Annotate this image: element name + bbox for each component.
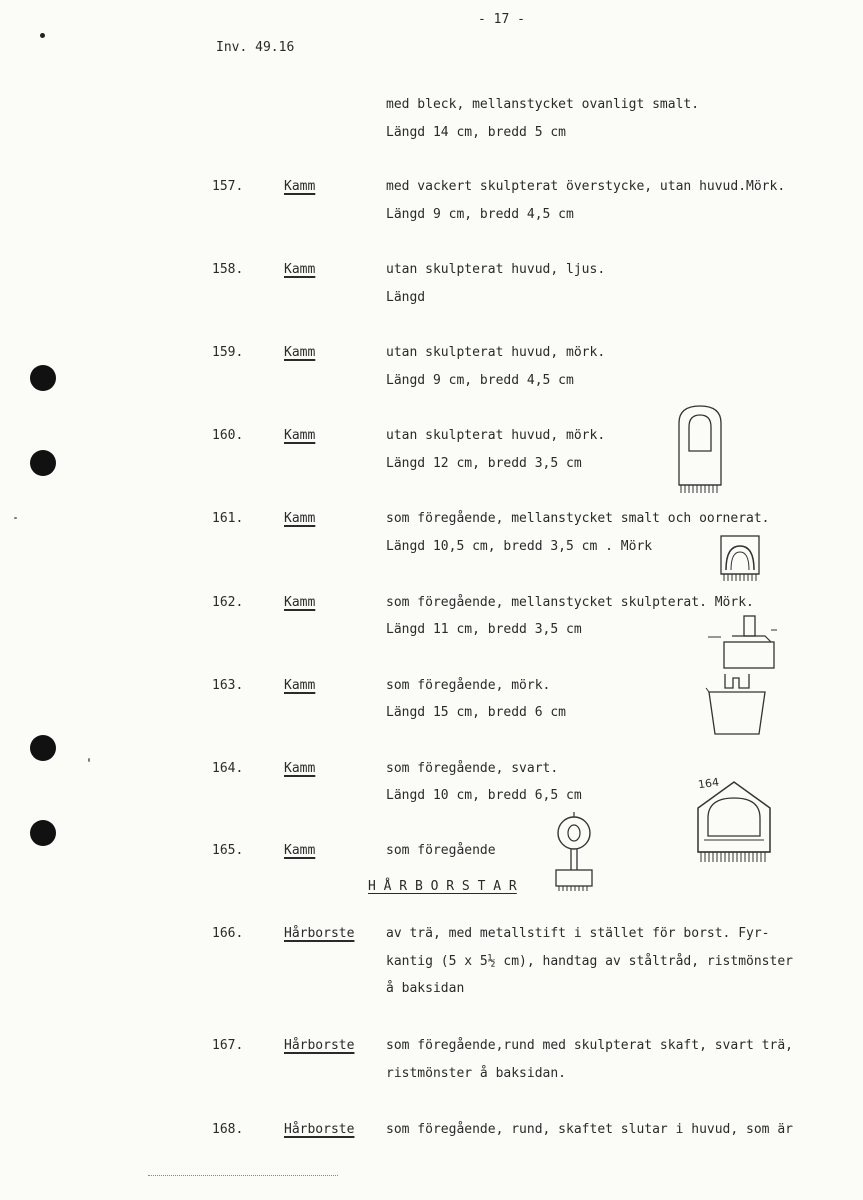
text-line: som föregående, mörk. xyxy=(386,678,551,693)
punch-hole xyxy=(30,450,56,476)
entry-number: 165. xyxy=(212,843,244,858)
entry-number: 163. xyxy=(212,678,244,693)
text-line: Längd xyxy=(386,290,426,305)
entry-keyword: Kamm xyxy=(284,511,316,526)
text-line: Längd 12 cm, bredd 3,5 cm xyxy=(386,456,582,471)
dotted-rule xyxy=(148,1175,338,1176)
entry-number: 162. xyxy=(212,595,244,610)
entry-keyword: Kamm xyxy=(284,428,316,443)
text-line: Längd 14 cm, bredd 5 cm xyxy=(386,125,567,140)
entry-number: 168. xyxy=(212,1122,244,1137)
section-heading: H Å R B O R S T A R xyxy=(368,879,517,894)
entry-keyword: Hårborste xyxy=(284,1038,355,1053)
entry-keyword: Kamm xyxy=(284,678,316,693)
entry-keyword: Kamm xyxy=(284,843,316,858)
text-line: Längd 9 cm, bredd 4,5 cm xyxy=(386,207,574,222)
entry-number: 164. xyxy=(212,761,244,776)
text-line: med bleck, mellanstycket ovanligt smalt. xyxy=(386,97,700,112)
comb-sketch-161 xyxy=(716,532,766,584)
entry-keyword: Kamm xyxy=(284,595,316,610)
text-line: å baksidan xyxy=(386,981,465,996)
text-line: Längd 10 cm, bredd 6,5 cm xyxy=(386,788,582,803)
entry-number: 157. xyxy=(212,179,244,194)
entry-number: 160. xyxy=(212,428,244,443)
text-line: som föregående, rund, skaftet slutar i huvud, som är xyxy=(386,1122,793,1137)
paper-speck xyxy=(88,758,90,762)
text-line: som föregående, mellanstycket skulpterat. Mörk. xyxy=(386,595,754,610)
text-line: som föregående, mellanstycket smalt och oornerat. xyxy=(386,511,770,526)
sketch-label: 164 xyxy=(697,775,720,792)
comb-sketch-160 xyxy=(675,403,725,495)
text-line: Längd 10,5 cm, bredd 3,5 cm . Mörk xyxy=(386,539,653,554)
text-line: kantig (5 x 5½ cm), handtag av ståltråd, ristmönster xyxy=(386,954,793,969)
text-line: Längd 15 cm, bredd 6 cm xyxy=(386,705,567,720)
paper-speck xyxy=(40,33,45,38)
text-line: utan skulpterat huvud, mörk. xyxy=(386,345,606,360)
text-line: som föregående, svart. xyxy=(386,761,559,776)
punch-hole xyxy=(30,735,56,761)
entry-number: 167. xyxy=(212,1038,244,1053)
entry-keyword: Kamm xyxy=(284,179,316,194)
text-line: med vackert skulpterat överstycke, utan huvud.Mörk. xyxy=(386,179,786,194)
entry-number: 166. xyxy=(212,926,244,941)
punch-hole xyxy=(30,365,56,391)
comb-sketch-165 xyxy=(550,808,600,893)
entry-number: 159. xyxy=(212,345,244,360)
entry-keyword: Hårborste xyxy=(284,1122,355,1137)
entry-keyword: Kamm xyxy=(284,345,316,360)
text-line: som föregående,rund med skulpterat skaft, svart trä, xyxy=(386,1038,793,1053)
inventory-number: Inv. 49.16 xyxy=(216,40,295,55)
page-number: - 17 - xyxy=(478,12,525,27)
text-line: utan skulpterat huvud, mörk. xyxy=(386,428,606,443)
entry-keyword: Kamm xyxy=(284,262,316,277)
punch-hole xyxy=(30,820,56,846)
entry-number: 158. xyxy=(212,262,244,277)
text-line: av trä, med metallstift i stället för borst. Fyr- xyxy=(386,926,770,941)
entry-keyword: Hårborste xyxy=(284,926,355,941)
text-line: Längd 9 cm, bredd 4,5 cm xyxy=(386,373,574,388)
text-line: ristmönster å baksidan. xyxy=(386,1066,567,1081)
text-line: Längd 11 cm, bredd 3,5 cm xyxy=(386,622,582,637)
entry-number: 161. xyxy=(212,511,244,526)
text-line: utan skulpterat huvud, ljus. xyxy=(386,262,606,277)
text-line: som föregående xyxy=(386,843,496,858)
paper-speck xyxy=(14,517,17,519)
comb-sketch-162 xyxy=(705,612,780,674)
comb-sketch-163 xyxy=(703,668,773,738)
entry-keyword: Kamm xyxy=(284,761,316,776)
